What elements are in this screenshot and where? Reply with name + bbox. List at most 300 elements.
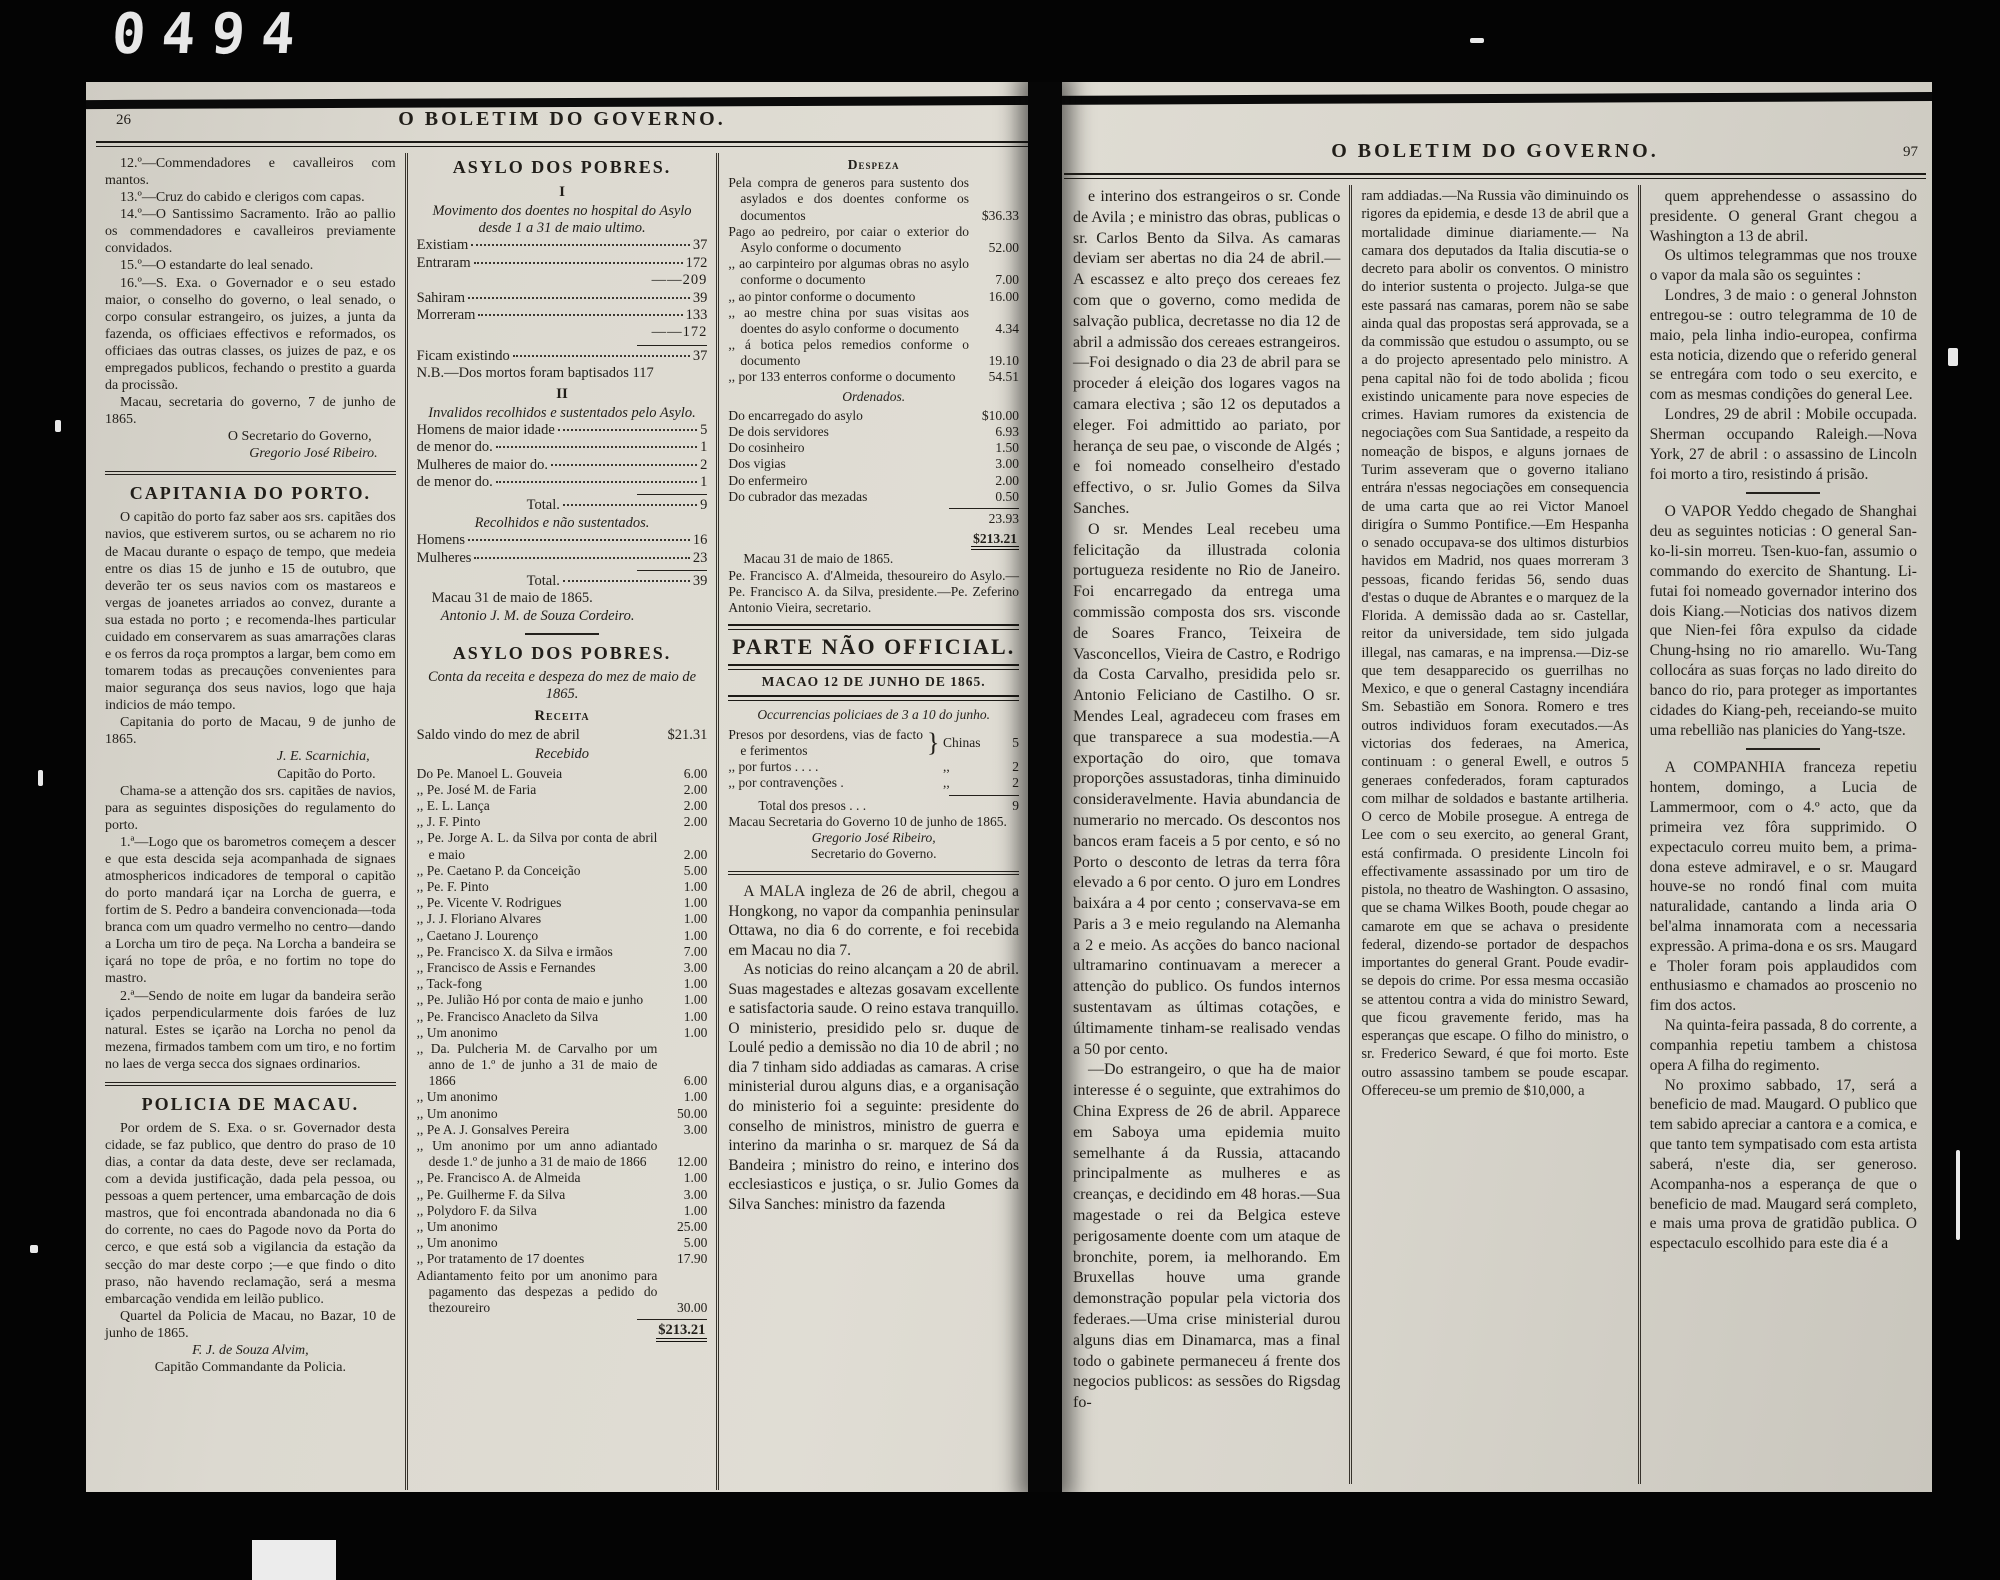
total-value: $213.21 — [971, 531, 1019, 550]
ledger-row — [417, 1025, 708, 1041]
dot-leader — [468, 539, 690, 541]
row-label: Dos vigias — [728, 456, 786, 472]
parte-rule-bottom — [728, 695, 1019, 701]
row-value: 5.00 — [683, 1235, 708, 1251]
dot-leader — [474, 557, 689, 559]
page-number: 97 — [1903, 144, 1918, 160]
signature-name: J. E. Scarnichia, — [276, 749, 370, 765]
row-value: 1.00 — [683, 976, 708, 992]
row-value: 3.00 — [683, 959, 708, 975]
dotted-row — [417, 307, 708, 324]
invalids-rows — [417, 422, 708, 492]
salaries-ledger — [728, 408, 1019, 505]
dotted-row — [417, 550, 708, 567]
occurrence-row — [728, 727, 1019, 759]
row-label: Pela compra de generos para sustento dos asylados e dos doentes conforme os documentos — [728, 175, 970, 223]
section-rule — [728, 871, 1019, 875]
dateline: Macau, secretaria do governo, 7 de junho de 1865. — [105, 395, 396, 428]
row-value: 6.00 — [683, 1073, 708, 1089]
row-label: ,, Pe. Vicente V. Rodrigues — [416, 895, 562, 911]
row-label: ,, Por tratamento de 17 doentes — [416, 1251, 585, 1267]
dotted-row — [417, 532, 708, 549]
dotted-row — [417, 457, 708, 474]
section-heading: ASYLO DOS POBRES. — [452, 643, 672, 664]
scan-index-stamp: 0494 — [109, 2, 314, 67]
row-value: 2.00 — [683, 846, 708, 862]
row-label: ,, Pe. Caetano P. da Conceição — [416, 862, 581, 878]
row-label: ,, Tack-fong — [416, 976, 482, 992]
divider-rule — [525, 633, 599, 635]
section-heading: POLICIA DE MACAU. — [141, 1093, 360, 1114]
ledger-row — [417, 1170, 708, 1186]
row-label: ,, ao pintor conforme o documento — [728, 288, 916, 304]
row-label: Morreram — [416, 306, 476, 323]
row-label: ,, Um anonimo — [416, 1218, 498, 1234]
paragraph: 12.º—Commendadores e cavalleiros com mantos. — [105, 156, 396, 189]
row-value: 1 — [700, 439, 708, 456]
ordenados-heading: Ordenados. — [842, 388, 906, 404]
signature-role: Capitão Commandante da Policia. — [154, 1359, 346, 1375]
book-fold-gutter — [1028, 82, 1062, 1492]
divider-rule — [1746, 748, 1820, 750]
row-label: ,, Um anonimo — [416, 1235, 498, 1251]
occurrence-row — [728, 775, 1019, 791]
sum-line: ——209 — [651, 272, 708, 289]
mail-news — [728, 882, 1019, 1214]
signatories: Pe. Francisco A. d'Almeida, thesoureiro do Asylo.—Pe. Francisco A. da Silva, presidente.—Pe. Zeferino Antonio Vieira, secretario. — [728, 567, 1020, 615]
subsection-number: I — [559, 183, 565, 200]
ledger-row — [417, 1106, 708, 1122]
dotted-row — [417, 255, 708, 272]
paragraph: 15.º—O estandarte do leal senado. — [120, 258, 314, 274]
dot-leader — [496, 481, 697, 483]
section-heading: ASYLO DOS POBRES. — [452, 157, 672, 177]
dot-leader — [563, 504, 697, 506]
row-value: $36.33 — [981, 207, 1020, 223]
dotted-row — [417, 474, 708, 491]
row-label: Ficam existindo — [416, 347, 510, 364]
occurrences-caption: Occurrencias policiaes de 3 a 10 do junho. — [757, 706, 991, 722]
subtotal: 23.93 — [988, 510, 1020, 526]
signature-role: Secretario do Governo. — [810, 846, 937, 862]
sum-line: ——172 — [651, 324, 708, 341]
row-value: 6.93 — [995, 424, 1020, 439]
paragraph: e interino dos estrangeiros o sr. Conde de Avila ; e ministro das obras, publicas o sr. Carlos Bento da Silva. As camaras deviam ser abertas no dia 24 de abril.— A escassez e alto preço dos cereaes fez com que o governo, como medida de salvação publica, decretasse no dia 12 de abril a admissão dos cereaes estrangeiros.—Foi designado o dia 23 de abril para se proceder á eleição dos logares vagos na camara electiva ; são 12 os deputados a eleger. Foi admittido ao pariato, por herança de seu pae, o visconde de Algés ; e foi nomeado conselheiro d'estado effectivo, o sr. Julio Gomes da Silva Sanches. — [1073, 188, 1341, 517]
ledger-row — [417, 944, 708, 960]
patient-movement-rows — [417, 237, 708, 272]
row-label: ,, Um anonimo — [416, 1089, 498, 1105]
scan-fold-line — [86, 92, 1932, 109]
signature-name: F. J. de Souza Alvim, — [192, 1342, 309, 1358]
ledger-row — [728, 305, 1019, 337]
row-value: 1.00 — [683, 1202, 708, 1218]
paragraph: O VAPOR Yeddo chegado de Shanghai deu as seguintes noticias : O general San-ko-li-sin morreu. Tsen-kuo-fan, assumio o commando do exercito de Shantung. Li-futai foi nomeado governador interino dos dois Kiang.—Noticias dos nativos dizem que Nien-fei fôra expulso da cidade Chung-hsing no rio amarello. Wu-Tang collocára as suas forças no lado direito do banco do rio, para proteger as importantes cidades do Kiang-peh, receiando-se muito uma rebellião nas planicies do Yang-tsze. — [1649, 503, 1917, 739]
left-column-3 — [716, 153, 1028, 1490]
parte-nao-official-heading: PARTE NÃO OFFICIAL. — [732, 634, 1016, 660]
subsection-number: II — [556, 385, 568, 402]
paragraph: ram addiadas.—Na Russia vão diminuindo os rigores da epidemia, e desde 13 de abril que a mortalidade diminue diariamente.— Na camara dos deputados da Italia discutia-se o decreto para abolir os conventos. O ministro do interior sustenta o projecto. Julga-se que este passará nas camaras, porem não se sabe ainda qual das propostas será approvada, se a da commissão que estudou o assumpto, ou se a do projecto apresentado pelo ministro. A pena capital não foi de todo abolida ; ficou existindo unicamente para nove especies de crimes. Haviam rumores da existencia de negociações com Sua Santidade, a respeito da nomeação de bispos, e alguns jornaes de Turim asseveram que o governo italiano entrára n'essas negociações em consequencia de uma carta que ao rei Victor Manoel dirigíra o Summo Pontifice.—Em Hespanha o senado occupava-se dos ultimos disturbios havidos em Madrid, nos quaes morreram 3 pessoas, ficando feridas 56, sendo duas d'estas o duque de Abrantes e o marquez de la Florida. A demissão dada ao sr. Castellar, reitor da universidade, tem sido julgada illegal, nas camaras, e na imprensa.—Diz-se que tem desapparecido os guerrilhas no Mexico, e que o general Castagny incendiára Sm. Sebastião em Sonora. Romero e tres outros individuos foram executados.—As victorias dos federaes, na America, continuam : o general Ewell, e outros 5 generaes confederados, foram capturados com milhar de soldados e bastante artilheria. O cerco de Mobile prosegue. A entrega de Lee com o seu exercito, ao general Grant, está confirmada. O presidente Lincoln foi effectivamente assassinado por um tiro de pistola, no theatro de Washington. O assasino, que se chama Wilkes Booth, poude chegar ao camarote em que se achava o presidente federal, dizendo-se portador de despachos importantes do general Grant. Poude evadir-se depois do crime. Por essa mesma occasião se attentou contra a vida do ministro Seward, que ficou gravemente ferido, mas ha esperanças que escape. O filho do ministro, o sr. Frederico Seward, é que foi morto. Este outro assassino tambem se poude escapar. Offereceu-se um premio de $10,000, a — [1361, 188, 1629, 1100]
scan-speck — [30, 1245, 38, 1253]
ledger-row — [728, 424, 1019, 440]
row-label: ,, J. F. Pinto — [416, 814, 481, 830]
row-label: Total. — [526, 573, 560, 590]
ledger-row — [728, 175, 1019, 224]
scan-speck — [38, 770, 43, 786]
dotted-row — [417, 348, 708, 365]
row-label: ,, Pe. José M. de Faria — [416, 781, 537, 797]
ledger-row — [417, 782, 708, 798]
row-value: 52.00 — [988, 239, 1020, 255]
ledger-row — [417, 1219, 708, 1235]
row-label: ,, Pe. Guilherme F. da Silva — [416, 1186, 566, 1202]
telegram-news — [1650, 187, 1917, 484]
dateline: Capitania do porto de Macau, 9 de junho de 1865. — [105, 715, 396, 748]
total-value: $213.21 — [656, 1322, 707, 1342]
row-label: Mulheres de maior do. — [416, 456, 548, 473]
left-page — [96, 108, 1028, 1490]
procession-items — [105, 155, 396, 394]
paragraph: 13.º—Cruz do cabido e clerigos com capas. — [120, 190, 365, 206]
brace-glyph: } — [927, 728, 940, 758]
paragraph: quem apprehendesse o assassino do presidente. O general Grant chegou a Washington a 13 de abril. — [1649, 188, 1917, 245]
ledger-row — [728, 408, 1019, 424]
row-value: 5 — [700, 421, 708, 438]
total-rule — [949, 508, 1019, 509]
row-value: 17.90 — [676, 1251, 708, 1267]
sheltered-rows — [417, 532, 708, 567]
dot-leader — [474, 262, 683, 264]
paragraph: O capitão do porto faz saber aos srs. capitães dos navios, que estiverem surtos, ou se acharem no rio de Macau durante o espaço de tempo, que medeia entre os dias 15 de junho e 15 de outubro, que deverão ter os seus navios com os mastareos e vergas de joanetes arriados ao convez, durante a sua estada no porto ; e recomenda-lhes particular cuidado em conservarem as suas amarrações claras e os ferros da roça promptos a largar, bem como em tomarem todas as precauções convenientes para maior segurança dos seus navios, logo que haja indicios de máo tempo. — [105, 510, 396, 714]
paragraph: 1.ª—Logo que os barometros começem a descer e que esta descida seja acompanhada de signaes atmosphericos indicadores de temporal o capitão do porto mandará içar na Lorcha de guerra, e fortim de S. Pedro a bandeira convencionada—toda branca com um quadro vermelho no centro—dando a Lorcha um tiro de peça. Na Lorcha a bandeira se içará no tope de prôa, e no fortim no tope do mastro. — [105, 834, 396, 987]
row-label: Total. — [526, 497, 560, 514]
section-heading: CAPITANIA DO PORTO. — [129, 483, 371, 504]
right-column-2 — [1349, 185, 1637, 1484]
row-value: 3.00 — [683, 1186, 708, 1202]
row-label: ,, Pe. Francisco A. de Almeida — [416, 1170, 581, 1186]
ledger-row — [728, 473, 1019, 489]
ledger-row — [417, 830, 708, 862]
row-label: Do encarregado do asylo — [728, 407, 863, 423]
row-value: 1.00 — [683, 1170, 708, 1186]
ledger-row — [728, 224, 1019, 256]
issue-dateline: MACAO 12 DE JUNHO DE 1865. — [761, 674, 986, 690]
signature-role: O Secretario do Governo, — [227, 429, 372, 445]
despeza-heading: Despeza — [847, 157, 900, 172]
row-label: ,, por contravenções . — [728, 775, 844, 791]
signature-name: Gregorio José Ribeiro. — [249, 446, 378, 462]
table-caption: Invalidos recolhidos e sustentados pelo Asylo. — [428, 404, 696, 421]
paragraph: As noticias do reino alcançam a 20 de abril. Suas magestades e altezas gosavam excellente e satisfactoria saude. O reino estava tranquillo. O ministerio, presidido pelo sr. duque de Loulé pedio a demissão no dia 10 de abril ; no dia 7 tinham sido addiadas as camaras. A crise ministerial durou alguns dias, e a organisação do ministerio foi a seguinte: presidente do conselho de ministros, ministro de guerra e interino da marinha o sr. marquez de Sá da Bandeira ; ministro do reino, e interino dos ecclesiasticos e justiça, o sr. Julio Gomes da Silva Sanches: ministro da fazenda — [728, 961, 1020, 1213]
grand-total — [728, 531, 1019, 547]
row-value: 7.00 — [683, 943, 708, 959]
row-value: 1.00 — [683, 895, 708, 911]
ledger-row — [417, 992, 708, 1008]
ledger-row — [417, 1203, 708, 1219]
paragraph: Por ordem de S. Exa. o sr. Governador desta cidade, se faz publico, que dentro do praso de 10 dias, a contar da data deste, deve ser reclamada, com a devida justificação, dada pela pessoa, ou pessoas a quem pertencer, uma embarcação de dois mastros, que foi encontrada abandonada no dia 6 do corrente, no caes do Pagode novo da Porta do cerco, e que está sob a vigilancia da estação da secção do mar deste corpo ;—e que findo o dito praso, não havendo reclamação, será a mesma embarcação vendida em leilão publico. — [105, 1120, 396, 1307]
row-value: $21.31 — [667, 726, 708, 743]
row-group: ,, — [943, 775, 950, 791]
row-label: Sahiram — [416, 289, 465, 306]
newspaper-spread — [86, 82, 1932, 1492]
row-value: 9 — [1012, 797, 1020, 813]
row-label: ,, Pe. Francisco X. da Silva e irmãos — [416, 943, 613, 959]
parte-rule-mid — [728, 664, 1019, 670]
scan-speck — [1948, 348, 1958, 366]
ledger-row — [417, 911, 708, 927]
signature-name: Antonio J. M. de Souza Cordeiro. — [440, 607, 635, 624]
row-value: 30.00 — [676, 1299, 708, 1315]
occurrence-total-row — [728, 798, 1019, 814]
ledger-row — [417, 1187, 708, 1203]
ledger-row — [417, 879, 708, 895]
row-label: ,, á botica pelos remedios conforme o documento — [728, 337, 970, 369]
ledger-row — [417, 1122, 708, 1138]
total-rule — [637, 345, 707, 346]
row-label: ,, Pe. Jorge A. L. da Silva por conta de abril e maio — [416, 830, 658, 862]
row-label: ,, Pe A. J. Gonsalves Pereira — [416, 1121, 570, 1137]
ledger-row — [728, 289, 1019, 305]
row-value: 9 — [700, 497, 708, 514]
row-label: ,, Polydoro F. da Silva — [416, 1202, 537, 1218]
ledger-row — [417, 895, 708, 911]
row-label: ,, ao carpinteiro por algumas obras no asylo conforme o documento — [728, 256, 970, 288]
dotted-row — [417, 439, 708, 456]
dotted-row — [417, 422, 708, 439]
row-label: de menor do. — [416, 439, 493, 456]
row-value: 1.00 — [683, 1024, 708, 1040]
right-column-3 — [1638, 185, 1926, 1484]
ledger-row — [728, 369, 1019, 385]
paragraph: —Do estrangeiro, o que ha de maior interesse é o seguinte, que extrahimos do China Express de 26 de abril. Apparece em Saboya uma epidemia muito semelhante á da Russia, attacando principalmente as mulheres e as creanças, e decidindo em 48 horas.—Sua magestade o rei da Belgica esteve perigosamente doente com um ataque de bronchite, porem, ia melhorando. Em Bruxellas houve uma grande demonstração popular pela victoria dos federaes.—Uma crise ministerial durou alguns dias em Dinamarca, mas a final todo o gabinete permaneceu á frente dos negocios publicos: as sessões do Rigsdag fo- — [1073, 1061, 1341, 1412]
signature-role: Capitão do Porto. — [277, 766, 376, 782]
row-value: 1 — [700, 474, 708, 491]
row-label: Adiantamento feito por um anonimo para pagamento das despezas a pedido do thezoureiro — [416, 1267, 658, 1315]
row-value: $10.00 — [981, 407, 1020, 423]
table-caption: Recolhidos e não sustentados. — [474, 514, 650, 531]
ledger-row — [417, 766, 708, 782]
paragraph: Chama-se a attenção dos srs. capitães de navios, para as seguintes disposições do regulamento do porto. — [105, 783, 396, 833]
row-label: ,, J. J. Floriano Alvares — [416, 911, 542, 927]
note: N.B.—Dos mortos foram baptisados 117 — [416, 365, 654, 382]
row-label: Homens de maior idade — [416, 421, 555, 438]
row-value: 2 — [1012, 775, 1020, 791]
ledger-row — [417, 727, 708, 744]
row-value: 2.00 — [683, 814, 708, 830]
row-value: 1.00 — [683, 992, 708, 1008]
ledger-row — [417, 928, 708, 944]
row-value: 16 — [692, 532, 708, 549]
dateline: Quartel da Policia de Macau, no Bazar, 10 de junho de 1865. — [105, 1308, 396, 1341]
row-label: Pago ao pedreiro, por caiar o exterior do Asylo conforme o documento — [728, 223, 970, 255]
row-label: ,, ao mestre china por suas visitas aos doentes do asylo conforme o documento — [728, 304, 970, 336]
theatre-news — [1650, 758, 1917, 1254]
row-value: 19.10 — [988, 353, 1020, 369]
left-page-header — [96, 108, 1028, 138]
row-label: ,, Francisco de Assis e Fernandes — [416, 959, 596, 975]
ledger-row — [728, 337, 1019, 369]
row-label: Do cubrador das mezadas — [728, 488, 868, 504]
row-value: 5 — [1012, 734, 1020, 750]
row-label: Saldo vindo do mez de abril — [416, 726, 580, 743]
row-label: ,, Um anonimo — [416, 1024, 498, 1040]
row-value: 25.00 — [676, 1218, 708, 1234]
row-label: ,, por furtos . . . . — [728, 759, 819, 775]
recebido-heading: Recebido — [535, 746, 589, 763]
shanghai-news — [1650, 502, 1917, 740]
right-page-header — [1064, 140, 1926, 170]
row-value: 1.50 — [995, 440, 1020, 456]
ledger-row — [417, 1268, 708, 1317]
row-value: 37 — [692, 347, 708, 364]
ledger-row — [417, 798, 708, 814]
scan-speck — [55, 420, 61, 432]
row-label: ,, E. L. Lança — [416, 798, 490, 814]
row-value: 50.00 — [676, 1105, 708, 1121]
row-value: 54.51 — [988, 369, 1020, 385]
row-label: Do Pe. Manoel L. Gouveia — [416, 765, 563, 781]
police-occurrences — [728, 727, 1019, 792]
row-label: Total dos presos . . . — [758, 797, 867, 813]
total-rule — [637, 1319, 707, 1320]
section-rule — [105, 471, 396, 475]
scan-speck — [1956, 1150, 1960, 1240]
row-value: 3.00 — [683, 1121, 708, 1137]
row-value: 2 — [700, 456, 708, 473]
total-rule — [637, 494, 707, 495]
ledger-row — [417, 1251, 708, 1267]
ledger-row — [728, 440, 1019, 456]
dateline: Macau Secretaria do Governo 10 de junho de 1865. — [728, 813, 1007, 829]
scan-speck — [1470, 38, 1484, 43]
row-value: 172 — [685, 254, 708, 271]
row-label: ,, Pe. F. Pinto — [416, 879, 489, 895]
row-value: 23 — [692, 549, 708, 566]
left-page-columns — [96, 153, 1028, 1490]
row-group: ,, — [943, 759, 950, 775]
paragraph: 16.º—S. Exa. o Governador e o seu estado maior, o conselho do governo, o leal senado, o corpo consular estrangeiro, os juizes, a junta da fazenda, os officiaes effectivos e reformados, os officiaes das outras classes, os juizes de paz, e os empregados publicos, fechando o prestito a guarda da procissão. — [105, 275, 396, 394]
paragraph: A COMPANHIA franceza repetiu hontem, domingo, a Lucia de Lammermoor, com o 4.º acto, que da primeira vez fôra supprimido. O expectaculo correu muito bem, a prima-dona esteve admiravel, e o sr. Maugard houve-se no rondó final com muita naturalidade, cantando a linda aria O bel'alma innamorata com a necessaria expressão. A prima-dona e os srs. Maugard e Tholer foram pois applaudidos com enthusiasmo e chamados ao proscenio no fim dos actos. — [1649, 759, 1917, 1015]
ledger-row — [417, 814, 708, 830]
row-value: 4.34 — [995, 320, 1020, 336]
patient-movement-rows — [417, 290, 708, 325]
row-value: 39 — [692, 289, 708, 306]
dot-leader — [471, 244, 690, 246]
row-value: 1.00 — [683, 879, 708, 895]
row-label: ,, Pe. Julião Hó por conta de maio e junho — [416, 992, 644, 1008]
row-label: ,, Caetano J. Lourenço — [416, 927, 539, 943]
row-value: 6.00 — [683, 765, 708, 781]
row-label: Do cosinheiro — [728, 440, 805, 456]
paragraph: Os ultimos telegrammas que nos trouxe o vapor da mala são os seguintes : — [1649, 247, 1917, 285]
row-value: 133 — [685, 306, 708, 323]
section-rule — [105, 1082, 396, 1086]
donations-ledger — [417, 766, 708, 1316]
dot-leader — [496, 446, 697, 448]
ledger-row — [417, 976, 708, 992]
scan-corner-patch — [252, 1540, 336, 1580]
paragraph: 2.ª—Sendo de noite em lugar da bandeira serão içados perpendicularmente dois faróes de luz natural. Estes se içarão na Lorcha no penol da mezena, firmados tambem com um tiro, e no fortim no laes de verga secca dos signaes ordinarios. — [105, 988, 396, 1072]
page-number: 26 — [116, 112, 131, 128]
dot-leader — [551, 464, 697, 466]
ledger-row — [417, 863, 708, 879]
paragraph: O sr. Mendes Leal recebeu uma felicitação da illustrada colonia portugueza residente no Rio de Janeiro. Foi encarregado da entrega uma commissão composta dos srs. visconde de Soares Franco, Teixeira de Vasconcellos, Vieira de Castro, e Rodrigo da Costa Carvalho, presidida pelo sr. Antonio Feliciano de Castilho. O sr. Mendes Leal, agradeceu com frases em que transparece a sua modestia.—A exportação do oiro, que tomava proporções assustadoras, tinha diminuido consideravelmente. Havia abundancia de numerario no mercado. Os descontos nos bancos eram faceis a 5 por cento, e só no Porto o desconto de letras da terra fôra elevado a 6 por cento. O juro em Londres baixára a 4 por cento ; conservava-se em Paris a 3 e meio regulando na Alemanha a 2 e meio. As acções do banco nacional ultramarino continuavam a merecer a attenção do publico. Os fundos internos sustentavam as últimas cotações, e últimamente tinham-se realisado vendas a 50 por cento. — [1073, 520, 1341, 1058]
right-page — [1064, 140, 1926, 1484]
total-rule — [637, 570, 707, 571]
receita-heading: Receita — [534, 707, 590, 724]
row-value: 1.00 — [683, 1008, 708, 1024]
signature-name: Gregorio José Ribeiro, — [811, 829, 936, 845]
row-label: De dois servidores — [728, 424, 829, 439]
row-label: Existiam — [416, 237, 469, 254]
paragraph: No proximo sabbado, 17, será a beneficio de mad. Maugard. O publico que tem sabido apreciar a cantora e a comica, e que tanto tem sympatisado com esta artista saberá, n'este dia, ser generoso. Acompanha-nos a esperança de que o beneficio de mad. Maugard será completo, e mais uma prova de gratidão publica. O espectaculo escolhido para este dia é a — [1649, 1076, 1917, 1253]
total-row — [417, 497, 708, 514]
right-column-1 — [1064, 185, 1349, 1484]
dot-leader — [478, 314, 682, 316]
right-page-columns — [1064, 185, 1926, 1484]
row-value: 2.00 — [995, 472, 1020, 488]
header-rule — [96, 141, 1028, 147]
grand-total — [417, 1322, 708, 1339]
row-value: 1.00 — [683, 911, 708, 927]
expenses-ledger — [728, 175, 1019, 385]
row-value: 0.50 — [995, 488, 1020, 504]
ledger-row — [417, 1138, 708, 1170]
row-label: ,, por 133 enterros conforme o documento — [728, 369, 956, 385]
row-value: 1.00 — [683, 1089, 708, 1105]
ledger-row — [417, 1235, 708, 1251]
row-label: de menor do. — [416, 474, 493, 491]
occurrence-row — [728, 759, 1019, 775]
dot-leader — [558, 429, 697, 431]
dotted-row — [417, 290, 708, 307]
left-column-1 — [96, 153, 405, 1490]
row-value: 5.00 — [683, 862, 708, 878]
paragraph: 14.º—O Santissimo Sacramento. Irão ao pallio os commendadores e cavalleiros previamente convidados. — [105, 207, 396, 257]
row-value: 3.00 — [995, 456, 1020, 472]
table-caption: Movimento dos doentes no hospital do Asylo desde 1 a 31 de maio ultimo. — [432, 202, 692, 236]
row-value: 7.00 — [995, 272, 1020, 288]
ledger-row — [417, 960, 708, 976]
divider-rule — [1746, 492, 1820, 494]
total-rule — [949, 795, 1019, 796]
ledger-row — [728, 489, 1019, 505]
left-column-2 — [405, 153, 717, 1490]
parte-rule-top — [728, 624, 1019, 630]
total-row — [417, 573, 708, 590]
row-label: ,, Da. Pulcheria M. de Carvalho por um anno de 1.º de junho a 31 de maio de 1866 — [416, 1040, 658, 1089]
table-caption: Conta da receita e despeza do mez de maio de 1865. — [427, 668, 697, 703]
row-value: 2.00 — [683, 798, 708, 814]
row-label: ,, Um anonimo — [416, 1105, 498, 1121]
ledger-row — [417, 1089, 708, 1105]
row-value: 2 — [1012, 759, 1020, 775]
row-label: Do enfermeiro — [728, 472, 808, 488]
row-value: 39 — [692, 573, 708, 590]
dot-leader — [468, 297, 690, 299]
page-title: O BOLETIM DO GOVERNO. — [1331, 140, 1659, 162]
row-label: Mulheres — [416, 549, 472, 566]
header-rule — [1064, 173, 1926, 179]
ledger-row — [728, 456, 1019, 472]
ledger-row — [417, 1009, 708, 1025]
row-label: Homens — [416, 532, 466, 549]
row-value: 2.00 — [683, 781, 708, 797]
dotted-row — [417, 237, 708, 254]
paragraph: A MALA ingleza de 26 de abril, chegou a Hongkong, no vapor da companhia peninsular Ottawa, no dia 6 do corrente, e foi recebida em Macau no dia 7. — [728, 883, 1020, 959]
row-value: 12.00 — [676, 1154, 708, 1170]
dot-leader — [563, 580, 690, 582]
paragraph: Londres, 3 de maio : o general Johnston entregou-se : outro telegramma de 10 de maio, pela linha indio-europea, confirma esta noticia, dizendo que o referido general se entregára com todo o seu exercito, e com as mesmas condições do general Lee. — [1649, 287, 1917, 404]
